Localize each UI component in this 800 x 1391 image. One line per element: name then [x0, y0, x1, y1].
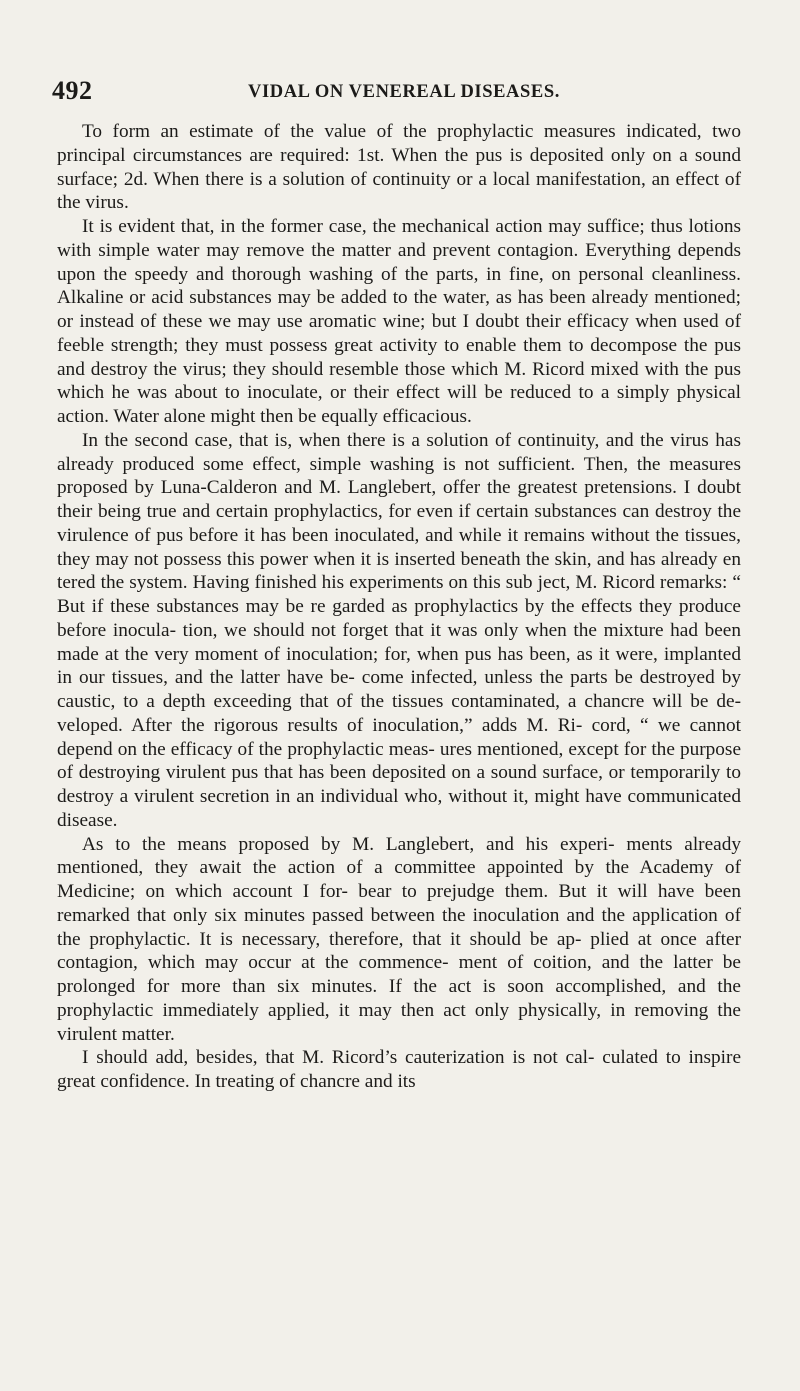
paragraph-4: As to the means proposed by M. Langlebert, and his experi- ments already mentioned, they await the action of a committee appointed by the Academy of Medicine; on which account I for- bear to prejudge them. But it will have been remarked that only six minutes passed between the inoculation and the application of the prophylactic. It is necessary, therefore, that it should be ap- plied at once after contagion, which may occur at the commence- ment of coition, and the latter be prolonged for more than six minutes. If the act is soon accomplished, and the prophylactic immediately applied, it may then act only physically, in removing the virulent matter.	[57, 833, 741, 1045]
paragraph-2: It is evident that, in the former case, the mechanical action may suffice; thus lotions with simple water may remove the matter and prevent contagion. Everything depends upon the speedy and thorough washing of the parts, in fine, on personal cleanliness. Alkaline or acid substances may be added to the water, as has been already mentioned; or instead of these we may use aromatic wine; but I doubt their efficacy when used of feeble strength; they must possess great activity to enable them to decompose the pus and destroy the virus; they should resemble those which M. Ricord mixed with the pus which he was about to inoculate, or their effect will be reduced to a simply physical action. Water alone might then be equally efficacious.	[57, 216, 741, 427]
paragraph-1: To form an estimate of the value of the prophylactic measures indicated, two principal circumstances are required: 1st. When the pus is deposited only on a sound surface; 2d. When there is a solution of continuity or a local manifestation, an effect of the virus.	[57, 121, 741, 214]
paragraph-5: I should add, besides, that M. Ricord’s cauterization is not cal- culated to inspire great confidence. In treating of chancre and its	[57, 1047, 741, 1092]
body-text	[57, 120, 741, 1094]
running-head	[52, 76, 752, 108]
page-number: 492	[52, 76, 93, 105]
running-title: VIDAL ON VENEREAL DISEASES.	[248, 82, 560, 102]
paragraph-3: In the second case, that is, when there is a solution of continuity, and the virus has already produced some effect, simple washing is not sufficient. Then, the measures proposed by Luna-Calderon and M. Langlebert, offer the greatest pretensions. I doubt their being true and certain prophylactics, for even if certain substances can destroy the virulence of pus before it has been inoculated, and while it remains without the tissues, they may not possess this power when it is inserted beneath the skin, and has already en tered the system. Having finished his experiments on this sub ject, M. Ricord remarks: “ But if these substances may be re garded as prophylactics by the effects they produce before inocula- tion, we should not forget that it was only when the mixture had been made at the very moment of inoculation; for, when pus has been, as it were, implanted in our tissues, and the latter have be- come infected, unless the parts be destroyed by caustic, to a depth exceeding that of the tissues contaminated, a chancre will be de- veloped. After the rigorous results of inoculation,” adds M. Ri- cord, “ we cannot depend on the efficacy of the prophylactic meas- ures mentioned, except for the purpose of destroying virulent pus that has been deposited on a sound surface, or temporarily to destroy a virulent secretion in an individual who, without it, might have communicated disease.	[57, 429, 741, 831]
